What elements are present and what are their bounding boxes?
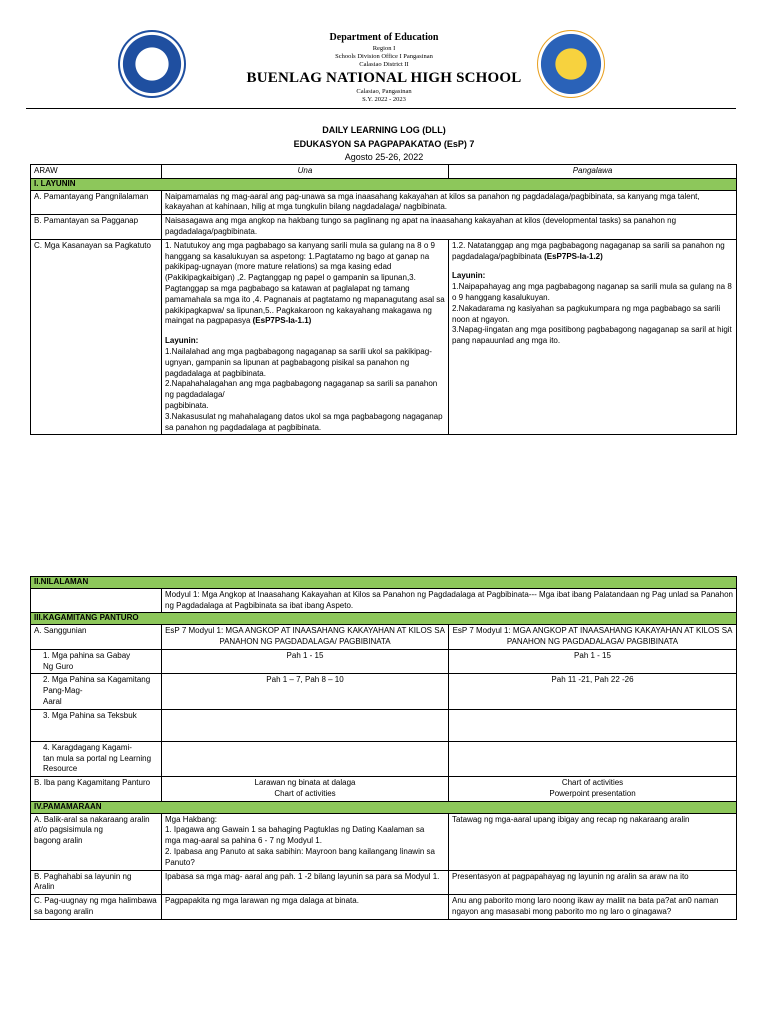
row-una: Pah 1 – 7, Pah 8 – 10 — [162, 674, 449, 709]
section-nilalaman — [31, 577, 737, 589]
row-label: C. Pag-uugnay ng mga halimbawa sa bagong aralin — [31, 895, 162, 920]
row-pangalawa: Chart of activities Powerpoint presentation — [449, 777, 737, 802]
school-year: S.Y. 2022 - 2023 — [362, 96, 406, 103]
table-row — [31, 870, 737, 895]
row-label — [31, 588, 162, 613]
section-title: IV.PAMAMARAAN — [31, 801, 737, 813]
row-label: B. Paghahabi sa layunin ng Aralin — [31, 870, 162, 895]
col-araw: ARAW — [31, 165, 162, 179]
row-text: Naipamamalas ng mag-aaral ang pag-unawa sa mga inaasahang kakayahan at kilos sa panahon ng pagdadalaga/pagbibinata, sa kanyang mga talent, kakayahan at kahinaan, hilig at mga tungkulin bilang nagdadalaga/ nagbibinata. — [162, 190, 737, 215]
row-text: Naisasagawa ang mga angkop na hakbang tungo sa paglinang ng apat na inaasahang kakayahan at kilos (developmental tasks) sa panahon ng pagdadalaga/pagbibinata. — [162, 215, 737, 240]
row-una: EsP 7 Modyul 1: MGA ANGKOP AT INAASAHANG KAKAYAHAN AT KILOS SA PANAHON NG PAGDADALAGA/ PAGBIBINATA — [162, 625, 449, 650]
table-row — [31, 588, 737, 613]
row-pangalawa: Presentasyon at pagpapahayag ng layunin ng aralin sa araw na ito — [449, 870, 737, 895]
row-pangalawa: Pah 1 - 15 — [449, 649, 737, 674]
section-title: III.KAGAMITANG PANTURO — [31, 613, 737, 625]
layunin-heading: Layunin: — [452, 271, 486, 281]
row-label: 2. Mga Pahina sa Kagamitang Pang-Mag- Aaral — [31, 674, 162, 709]
layunin-list: 1.Nailalahad ang mga pagbabagong nagaganap sa sarili ukol sa pakikipag-ugnyan, gampanin sa lipunan at pagbabagong pisikal sa panahon ng pagdadalaga at pagbibinata. 2.Napahahalagahan ang mga pagbabagong nagaganap sa sarili sa panahon ng pagdadalaga/ pagbibinata. 3.Nakasusulat ng mahahalagang datos ukol sa mga pagbabagong nagaganap sa panahon ng pagdadalaga at pagbibinata. — [165, 346, 443, 432]
kasanayan-una-cell — [162, 239, 449, 435]
table-row — [31, 674, 737, 709]
row-una: Ipabasa sa mga mag- aaral ang pah. 1 -2 bilang layunin sa para sa Modyul 1. — [162, 870, 449, 895]
division-name: Schools Division Office I Pangasinan — [335, 53, 433, 60]
row-label: A. Pamantayang Pangnilalaman — [31, 190, 162, 215]
row-una: Larawan ng binata at dalaga Chart of activities — [162, 777, 449, 802]
kasanayan-text: 1.2. Natatanggap ang mga pagbabagong nagaganap sa sarili sa panahon ng pagdadalaga/pagbibinata — [452, 240, 725, 261]
row-una: Pah 1 - 15 — [162, 649, 449, 674]
competency-code: (EsP7PS-Ia-1.2) — [544, 251, 603, 261]
table-row — [31, 709, 737, 741]
row-label: B. Pamantayan sa Pagganap — [31, 215, 162, 240]
table-row — [31, 215, 737, 240]
section-title: I. LAYUNIN — [31, 178, 737, 190]
table-row — [31, 813, 737, 870]
row-label: B. Iba pang Kagamitang Panturo — [31, 777, 162, 802]
document-date: Agosto 25-26, 2022 — [344, 152, 424, 162]
row-una: Mga Hakbang: 1. Ipagawa ang Gawain 1 sa bahaging Pagtuklas ng Dating Kaalaman sa mga mag-aaral sa pahina 6 - 7 ng Modyul 1. 2. Ipabasa ang Panuto at saka sabihin: Mayroon bang kailangang linawin sa Panuto? — [162, 813, 449, 870]
row-una: Pagpapakita ng mga larawan ng mga dalaga at binata. — [162, 895, 449, 920]
school-name: BUENLAG NATIONAL HIGH SCHOOL — [246, 70, 522, 86]
row-una — [162, 709, 449, 741]
col-una: Una — [162, 165, 449, 179]
layunin-list: 1.Naipapahayag ang mga pagbabagong naganap sa sarili mula sa gulang na 8 o 9 hanggang kasalukuyan. 2.Nakadarama ng kasiyahan sa pagkukumpara ng mga pagbabago sa sarili noon at ngayon. 3.Napag-iingatan ang mga positibong pagbabagong nagaganap sa saril at higit pang napauunlad ang mga ito. — [452, 282, 732, 346]
table-row — [31, 777, 737, 802]
section-layunin — [31, 178, 737, 190]
header-divider — [26, 108, 736, 109]
row-label: A. Balik-aral sa nakaraang aralin at/o pagsisimula ng bagong aralin — [31, 813, 162, 870]
table-row — [31, 190, 737, 215]
table-row — [31, 741, 737, 776]
competency-code: (EsP7PS-Ia-1.1) — [252, 316, 312, 326]
table-row — [31, 239, 737, 435]
kasanayan-text: 1. Natutukoy ang mga pagbabago sa kanyang sarili mula sa gulang na 8 o 9 hanggang sa kasalukuyan sa aspetong: 1.Pagtatamo ng bago at ganap na pakikipag-ugnayan (more mature relations) sa mga kasing edad (Pakikipagkaibigan) ,2. Pagtanggap ng papel o gampanin sa lipunan,3. Pagtanggap sa mga pagbabago sa katawan at paglalapat ng tamang pamamahala sa mga ito ,4. Pagnanais at pagtatamo ng mapanagutang asal sa pakikipagkapwa/ sa lipunan,5.. Pagkakaroon ng kakayahang makagawa ng maingat na pagpapasya — [165, 240, 445, 326]
row-pangalawa: Anu ang paborito mong laro noong ikaw ay maliit na bata pa?at an0 naman ngayon ang masasabi mong paborito mo ng laro o ginagawa? — [449, 895, 737, 920]
table-row — [31, 895, 737, 920]
row-label: C. Mga Kasanayan sa Pagkatuto — [31, 239, 162, 435]
row-text: Modyul 1: Mga Angkop at Inaasahang Kakayahan at Kilos sa Panahon ng Pagdadalaga at Pagbibinata--- Mga ibat ibang Palatandaan ng Pag unlad sa Panahon ng Pagdadalaga at Pagbibinata sa ibat ibang Aspeto. — [162, 588, 737, 613]
district-name: Calasiao District II — [359, 61, 409, 68]
col-pangalawa: Pangalawa — [449, 165, 737, 179]
document-title: DAILY LEARNING LOG (DLL) — [322, 125, 446, 135]
section-title: II.NILALAMAN — [31, 577, 737, 589]
layunin-heading: Layunin: — [165, 336, 199, 346]
section-kagamitan — [31, 613, 737, 625]
row-label: 4. Karagdagang Kagami- tan mula sa portal ng Learning Resource — [31, 741, 162, 776]
school-town: Calasiao, Pangasinan — [356, 88, 412, 95]
department-name: Department of Education — [329, 32, 439, 43]
kasanayan-pangalawa-cell — [449, 239, 737, 435]
row-pangalawa — [449, 709, 737, 741]
row-label: 3. Mga Pahina sa Teksbuk — [31, 709, 162, 741]
letterhead — [0, 0, 768, 112]
row-una — [162, 741, 449, 776]
row-pangalawa: EsP 7 Modyul 1: MGA ANGKOP AT INAASAHANG KAKAYAHAN AT KILOS SA PANAHON NG PAGDADALAGA/ PAGBIBINATA — [449, 625, 737, 650]
region-name: Region I — [372, 45, 396, 52]
dll-table-content — [30, 576, 737, 920]
table-row — [31, 625, 737, 650]
section-pamamaraan — [31, 801, 737, 813]
row-label: A. Sanggunian — [31, 625, 162, 650]
table-row — [31, 649, 737, 674]
row-pangalawa: Tatawag ng mga-aaral upang ibigay ang recap ng nakaraang aralin — [449, 813, 737, 870]
row-pangalawa — [449, 741, 737, 776]
subject-title: EDUKASYON SA PAGPAPAKATAO (EsP) 7 — [293, 139, 475, 149]
table-header-row — [31, 165, 737, 179]
row-label: 1. Mga pahina sa Gabay Ng Guro — [31, 649, 162, 674]
dll-table-objectives — [30, 164, 737, 435]
row-pangalawa: Pah 11 -21, Pah 22 -26 — [449, 674, 737, 709]
